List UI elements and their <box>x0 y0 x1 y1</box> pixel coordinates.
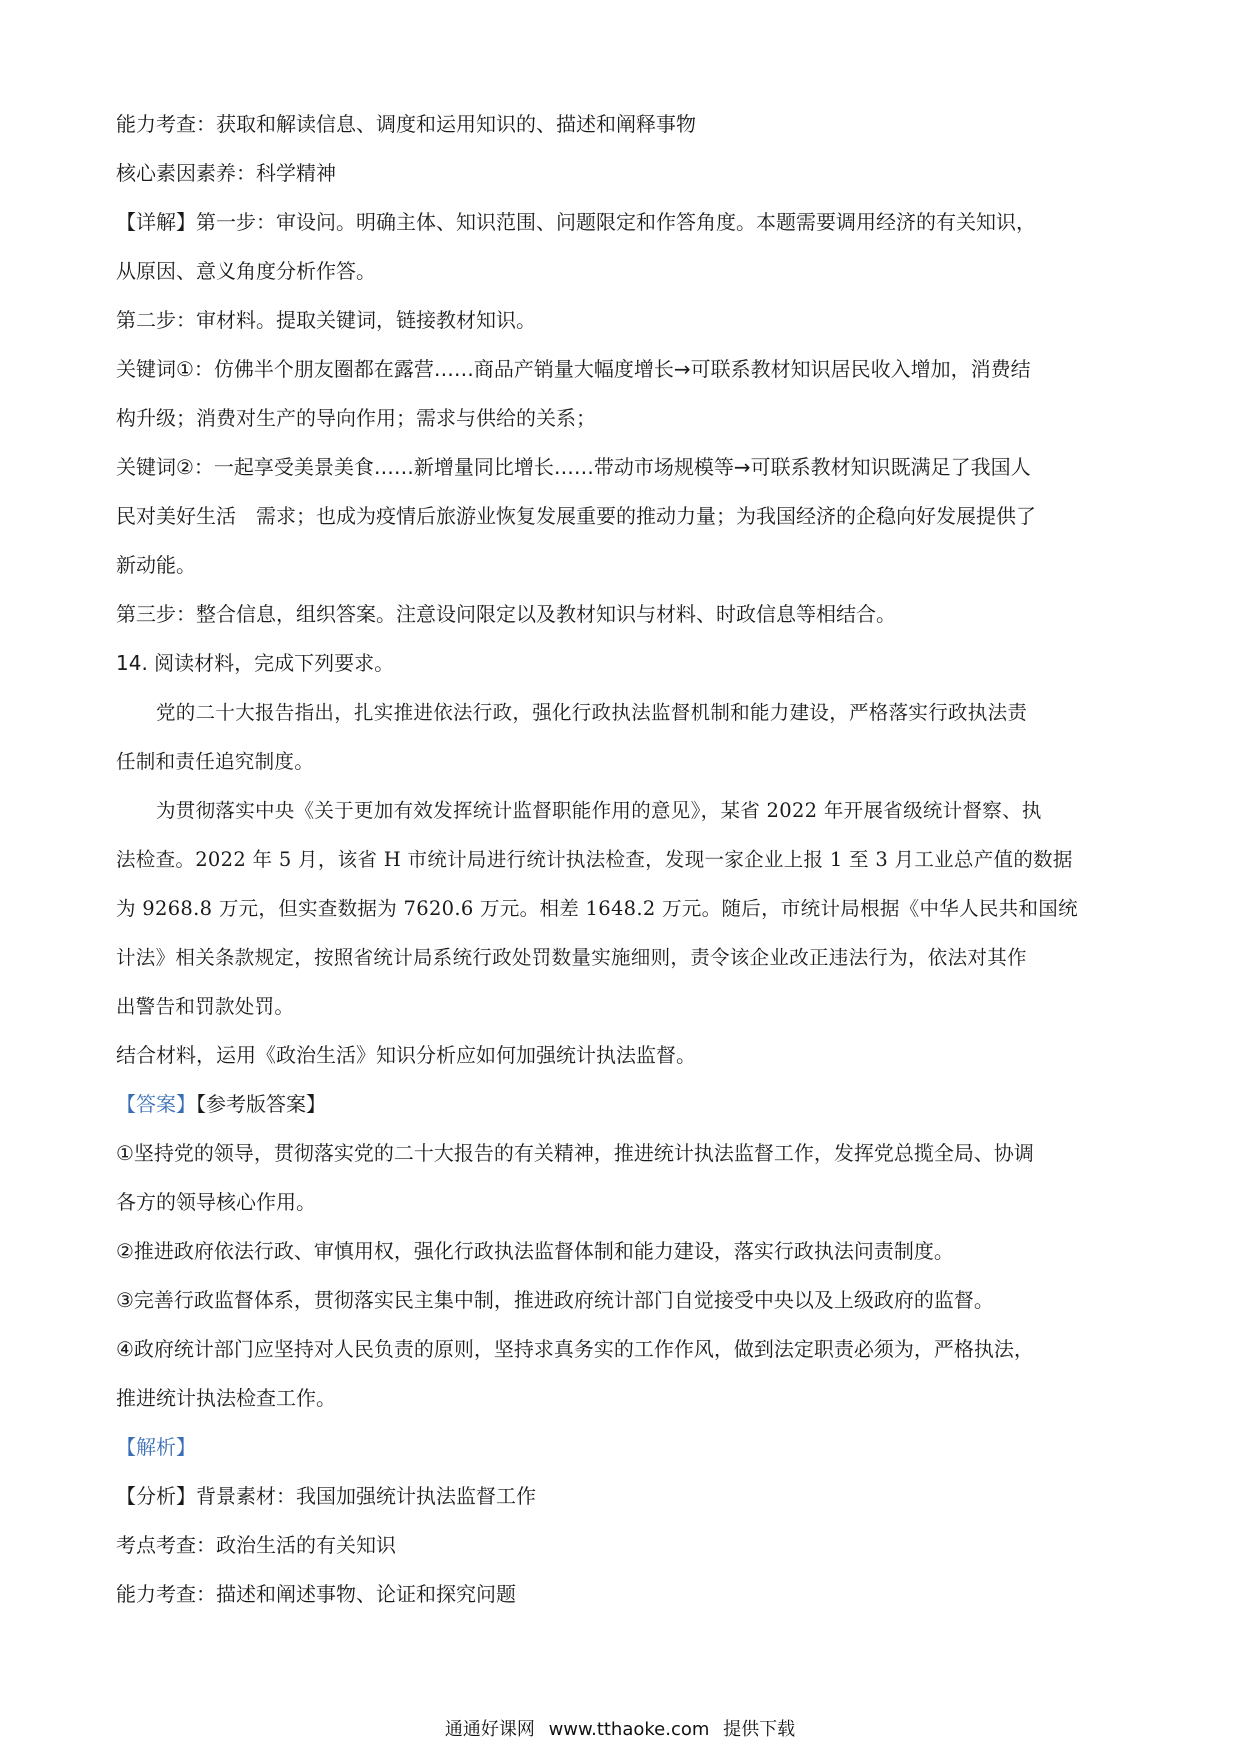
detail-step2-line: 第二步：审材料。提取关键词，链接教材知识。 <box>116 308 536 332</box>
keyword2-line3: 新动能。 <box>116 553 196 577</box>
question-prompt: 结合材料，运用《政治生活》知识分析应如何加强统计执法监督。 <box>116 1043 696 1067</box>
detail-step3-line: 第三步：整合信息，组织答案。注意设问限定以及教材知识与材料、时政信息等相结合。 <box>116 602 896 626</box>
footer-url[interactable]: www.tthaoke.com <box>548 1719 710 1740</box>
answer-point4-line1: ④政府统计部门应坚持对人民负责的原则，坚持求真务实的工作作风，做到法定职责必须为，严格执法， <box>116 1337 1034 1361</box>
footer-suffix: 提供下载 <box>723 1719 796 1740</box>
page-footer <box>0 1718 1240 1742</box>
ability-line: 能力考查：获取和解读信息、调度和运用知识的、描述和阐释事物 <box>116 112 696 136</box>
literacy-line: 核心素因素养：科学精神 <box>116 161 336 185</box>
material-para2-line4: 计法》相关条款规定，按照省统计局系统行政处罚数量实施细则，责令该企业改正违法行为，依法对其作 <box>116 946 1027 969</box>
analysis-heading: 【解析】 <box>116 1435 196 1459</box>
answer-point4-line2: 推进统计执法检查工作。 <box>116 1386 336 1410</box>
material-para2-line3: 为 9268.8 万元，但实查数据为 7620.6 万元。相差 1648.2 万元。随后，市统计局根据《中华人民共和国统 <box>116 897 1078 920</box>
analysis-background: 【分析】背景素材：我国加强统计执法监督工作 <box>116 1484 536 1508</box>
answer-point1-line1: ①坚持党的领导，贯彻落实党的二十大报告的有关精神，推进统计执法监督工作，发挥党总揽全局、协调 <box>116 1141 1034 1165</box>
analysis-ability: 能力考查：描述和阐述事物、论证和探究问题 <box>116 1582 516 1606</box>
detail-step1-line1: 【详解】第一步：审设问。明确主体、知识范围、问题限定和作答角度。本题需要调用经济的有关知识， <box>116 210 1036 234</box>
keyword2-line1: 关键词②：一起享受美景美食……新增量同比增长……带动市场规模等→可联系教材知识既满足了我国人 <box>116 455 1031 479</box>
answer-point3: ③完善行政监督体系，贯彻落实民主集中制，推进政府统计部门自觉接受中央以及上级政府的监督。 <box>116 1288 994 1312</box>
keyword1-line2: 构升级；消费对生产的导向作用；需求与供给的关系； <box>116 406 596 430</box>
material-para2-line2: 法检查。2022 年 5 月，该省 H 市统计局进行统计执法检查，发现一家企业上报 1 至 3 月工业总产值的数据 <box>116 848 1073 871</box>
keyword2-line2: 民对美好生活 需求；也成为疫情后旅游业恢复发展重要的推动力量；为我国经济的企稳向好发展提供了 <box>116 504 1036 528</box>
document-body <box>116 100 1126 1619</box>
question-14-heading: 14. 阅读材料，完成下列要求。 <box>116 651 395 675</box>
material-para2-line5: 出警告和罚款处罚。 <box>116 995 295 1018</box>
footer-site-name: 通通好课网 <box>444 1719 535 1740</box>
detail-step1-line2: 从原因、意义角度分析作答。 <box>116 259 376 283</box>
material-para1-line2: 任制和责任追究制度。 <box>116 750 315 773</box>
reference-answer-tag: 【参考版答案】 <box>196 1092 326 1116</box>
keyword1-line1: 关键词①：仿佛半个朋友圈都在露营……商品产销量大幅度增长→可联系教材知识居民收入增加，消费结 <box>116 357 1031 381</box>
material-para2-line1: 为贯彻落实中央《关于更加有效发挥统计监督职能作用的意见》，某省 2022 年开展省级统计督察、执 <box>156 799 1042 822</box>
material-para1-line1: 党的二十大报告指出，扎实推进依法行政，强化行政执法监督机制和能力建设，严格落实行政执法责 <box>156 701 1028 724</box>
answer-heading <box>116 1080 1126 1129</box>
answer-point2: ②推进政府依法行政、审慎用权，强化行政执法监督体制和能力建设，落实行政执法问责制度。 <box>116 1239 954 1263</box>
answer-point1-line2: 各方的领导核心作用。 <box>116 1190 316 1214</box>
analysis-exam-point: 考点考查：政治生活的有关知识 <box>116 1533 396 1557</box>
answer-tag: 【答案】 <box>116 1092 196 1116</box>
